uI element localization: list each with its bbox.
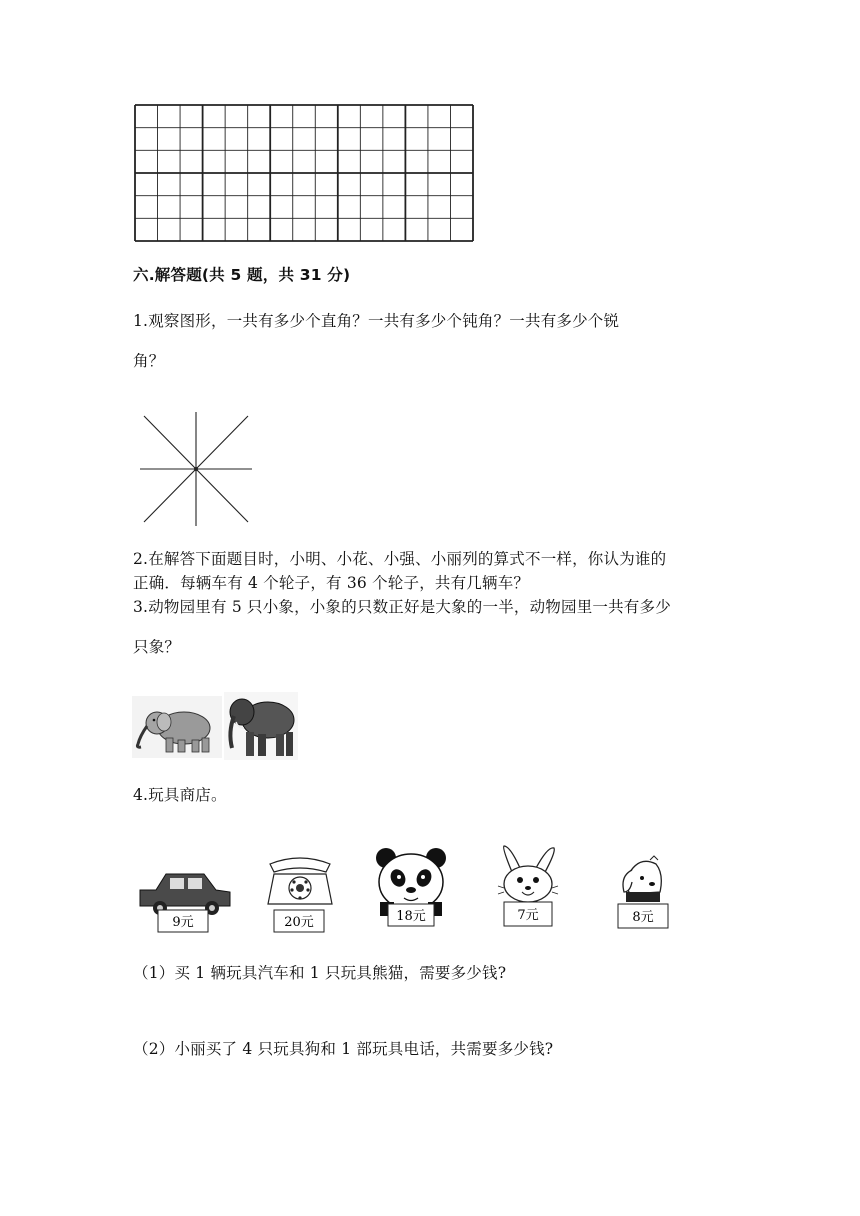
toy-panda-price: 18元 — [396, 909, 426, 924]
question-4-part-2: （2）小丽买了 4 只玩具狗和 1 部玩具电话，共需要多少钱? — [133, 1040, 554, 1058]
question-4-part-1: （1）买 1 辆玩具汽车和 1 只玩具熊猫，需要多少钱? — [133, 964, 507, 982]
question-1-line-1: 1.观察图形，一共有多少个直角？一共有多少个钝角？一共有多少个锐 — [133, 312, 620, 330]
toy-car — [136, 856, 236, 938]
section-title: 六.解答题(共 5 题，共 31 分) — [133, 266, 351, 284]
toy-dog-price: 8元 — [632, 910, 654, 925]
question-3-line-2: 只象？ — [133, 638, 181, 656]
writing-grid — [134, 104, 474, 242]
question-2-line-2: 正确．每辆车有 4 个轮子，有 36 个轮子，共有几辆车？ — [133, 574, 530, 592]
toy-rabbit — [494, 842, 562, 932]
toy-panda — [374, 846, 448, 934]
question-3-line-1: 3.动物园里有 5 只小象，小象的只数正好是大象的一半，动物园里一共有多少 — [133, 598, 671, 616]
toy-telephone-price: 20元 — [284, 915, 314, 930]
toy-telephone — [262, 852, 338, 938]
toy-car-price: 9元 — [172, 915, 194, 930]
big-elephant-image — [224, 692, 298, 760]
toy-rabbit-price: 7元 — [517, 908, 539, 923]
toy-dog — [610, 852, 676, 934]
question-1-line-2: 角？ — [133, 352, 165, 370]
intersecting-lines-figure — [136, 412, 256, 527]
question-2-line-1: 2.在解答下面题目时，小明、小花、小强、小丽列的算式不一样，你认为谁的 — [133, 550, 667, 568]
question-4-title: 4.玩具商店。 — [133, 786, 227, 804]
small-elephant-image — [132, 696, 222, 758]
